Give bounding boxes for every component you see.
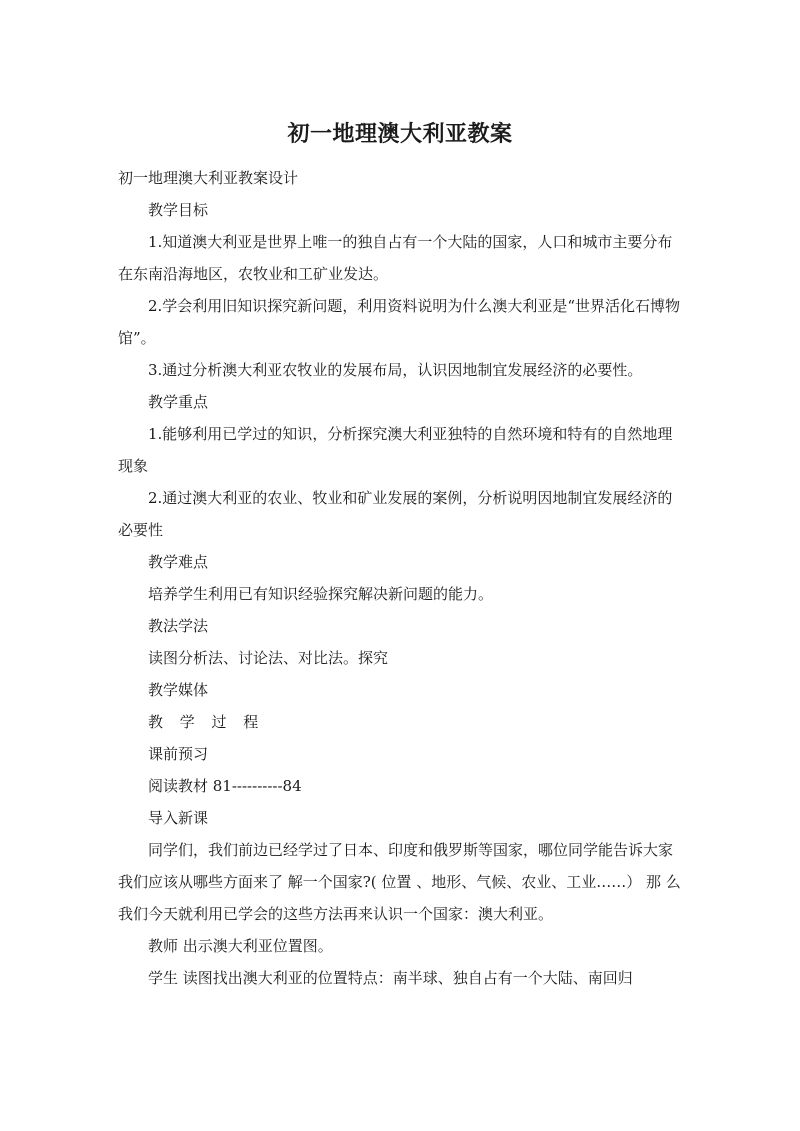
section-heading-process: 教 学 过 程 bbox=[148, 713, 265, 731]
key-point-2: 2.通过澳大利亚的农业、牧业和矿业发展的案例，分析说明因地制宜发展经济的必要性 bbox=[118, 489, 673, 539]
section-heading-objectives: 教学目标 bbox=[148, 201, 209, 219]
document-title: 初一地理澳大利亚教案 bbox=[287, 122, 513, 147]
document-body bbox=[118, 162, 682, 994]
objective-2: 2.学会利用旧知识探究新问题，利用资料说明为什么澳大利亚是“世界活化石博物馆”。 bbox=[118, 297, 680, 347]
key-point-1: 1.能够利用已学过的知识，分析探究澳大利亚独特的自然环境和特有的自然地理现象 bbox=[118, 425, 673, 475]
methods-text: 读图分析法、讨论法、对比法。探究 bbox=[148, 649, 389, 667]
objective-1: 1.知道澳大利亚是世界上唯一的独自占有一个大陆的国家，人口和城市主要分布在东南沿海地区，农牧业和工矿业发达。 bbox=[118, 233, 673, 283]
objective-3: 3.通过分析澳大利亚农牧业的发展布局，认识因地制宜发展经济的必要性。 bbox=[148, 361, 643, 379]
student-step: 学生 读图找出澳大利亚的位置特点：南半球、独自占有一个大陆、南回归 bbox=[148, 969, 633, 987]
doc-subtitle: 初一地理澳大利亚教案设计 bbox=[118, 169, 299, 187]
difficulty-text: 培养学生利用已有知识经验探究解决新问题的能力。 bbox=[148, 585, 494, 603]
preview-text: 阅读教材 81----------84 bbox=[148, 777, 302, 795]
section-heading-introduction: 导入新课 bbox=[148, 809, 209, 827]
section-heading-methods: 教法学法 bbox=[148, 617, 209, 635]
teacher-step: 教师 出示澳大利亚位置图。 bbox=[148, 937, 333, 955]
section-heading-key-points: 教学重点 bbox=[148, 393, 209, 411]
introduction-text: 同学们，我们前边已经学过了日本、印度和俄罗斯等国家，哪位同学能告诉大家我们应该从哪些方面来了 解一个国家?( 位置 、地形、气候、农业、工业……） 那 么我们今天就利用已学会的这些方法再来认识一个国家：澳大利亚。 bbox=[118, 841, 681, 923]
section-heading-media: 教学媒体 bbox=[148, 681, 209, 699]
section-heading-preview: 课前预习 bbox=[148, 745, 209, 763]
section-heading-difficulties: 教学难点 bbox=[148, 553, 209, 571]
